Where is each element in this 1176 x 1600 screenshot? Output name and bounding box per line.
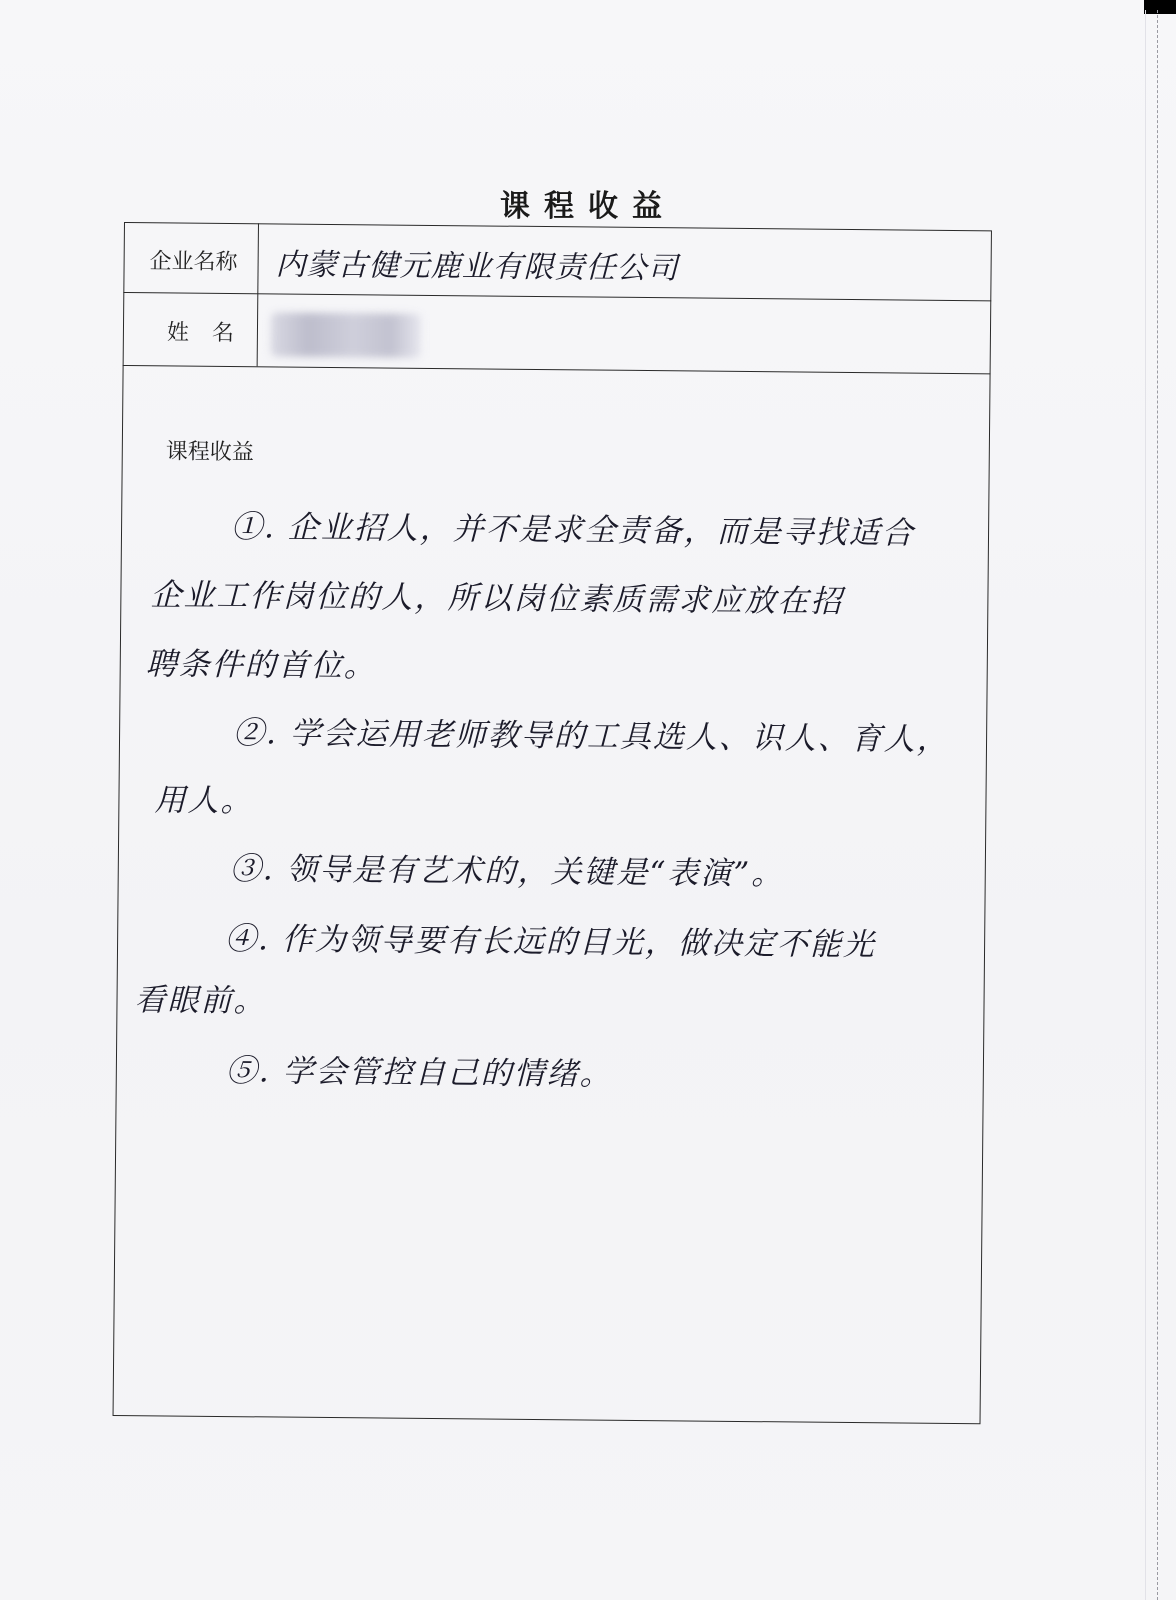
company-label: 企业名称 — [149, 249, 238, 276]
benefit-line-6: ③. 领导是有艺术的，关键是“表演”。 — [229, 851, 785, 893]
benefit-line-1: ①. 企业招人，并不是求全责备，而是寻找适合 — [230, 509, 915, 552]
benefit-line-5: 用人。 — [154, 782, 254, 820]
document-title: 课程收益 — [500, 189, 676, 224]
benefit-line-9: ⑤. 学会管控自己的情绪。 — [225, 1053, 613, 1093]
scan-corner-mark — [1144, 0, 1176, 14]
company-value: 内蒙古健元鹿业有限责任公司 — [275, 247, 679, 287]
benefit-line-2: 企业工作岗位的人，所以岗位素质需求应放在招 — [150, 577, 844, 620]
name-label: 姓 名 — [166, 320, 243, 347]
benefits-form — [113, 222, 992, 1424]
benefits-label: 课程收益 — [165, 439, 254, 466]
benefit-line-8: 看眼前。 — [134, 982, 267, 1020]
form-frame — [113, 222, 992, 1424]
benefit-line-7: ④. 作为领导要有长远的目光，做决定不能光 — [224, 921, 876, 964]
redacted-name — [271, 312, 421, 357]
benefit-line-4: ②. 学会运用老师教导的工具选人、识人、育人， — [232, 715, 950, 758]
scan-edge-line — [1157, 10, 1158, 1600]
benefit-line-3: 聘条件的首位。 — [145, 646, 377, 685]
scan-edge-shadow — [1145, 10, 1146, 1600]
